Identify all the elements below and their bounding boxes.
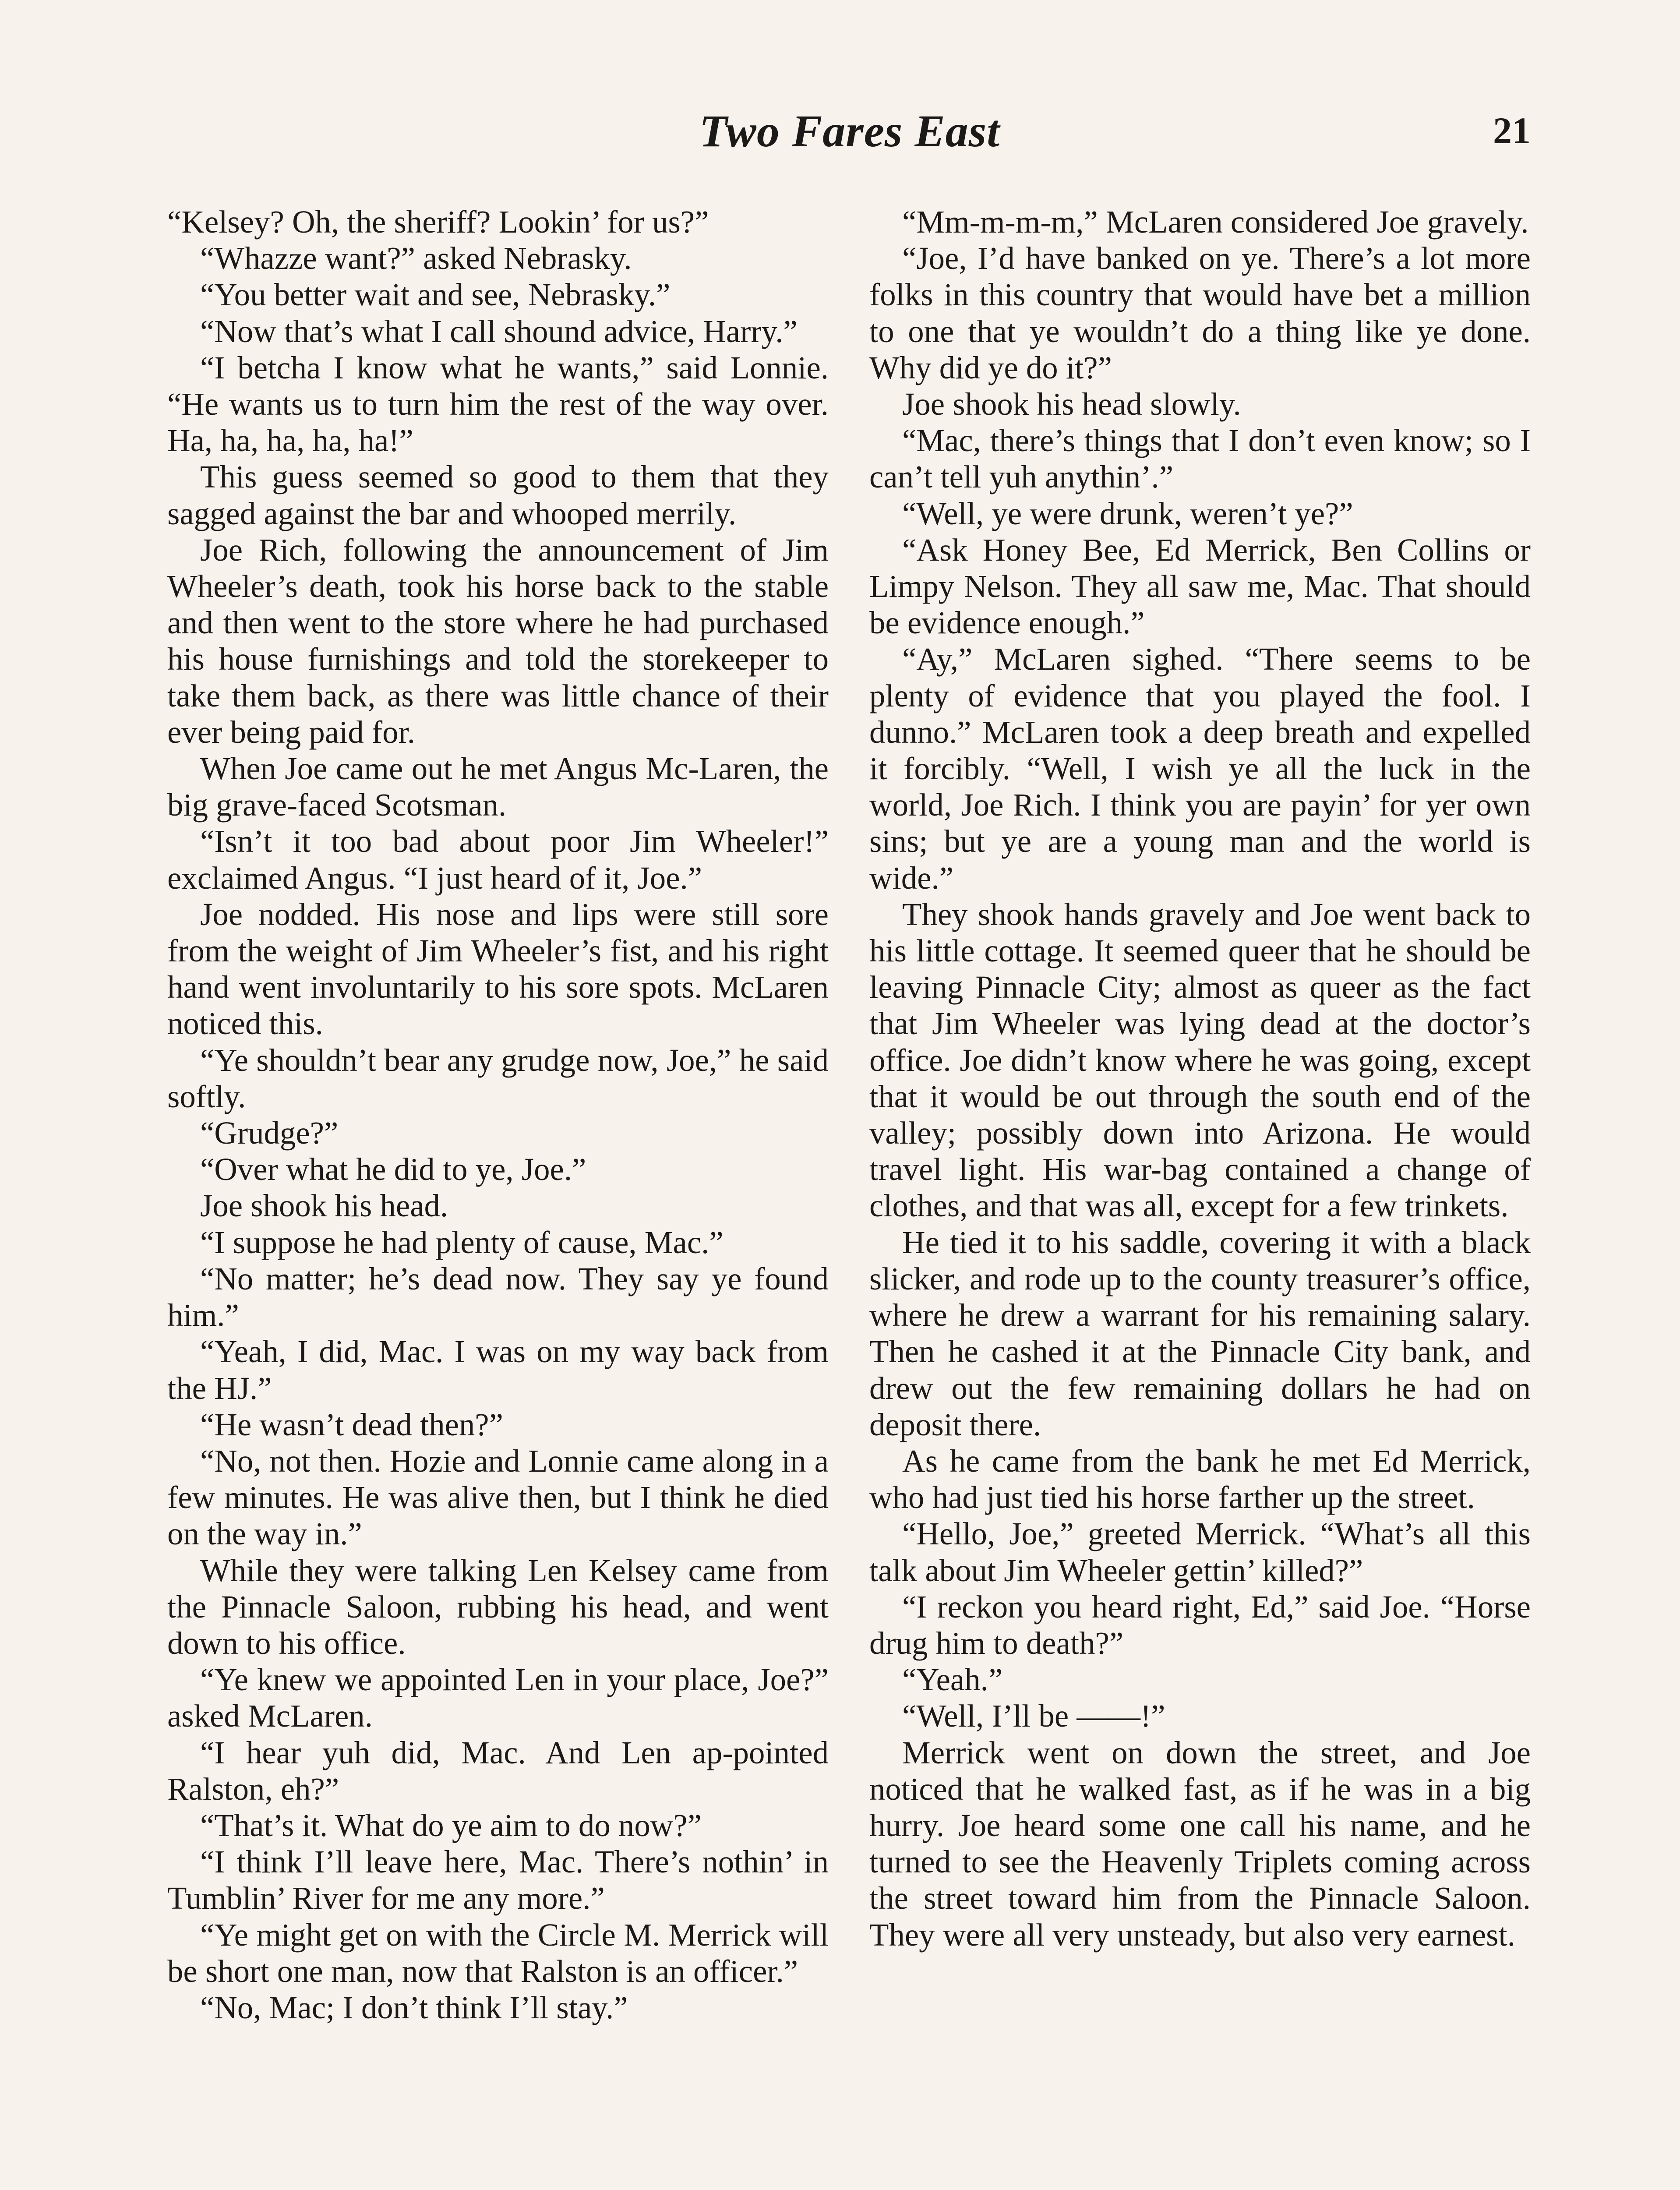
page-number: 21 — [1493, 110, 1531, 152]
paragraph: “Hello, Joe,” greeted Merrick. “What’s all this talk about Jim Wheeler gettin’ killed?” — [869, 1516, 1531, 1588]
paragraph: “Mm-m-m-m,” McLaren considered Joe gravely. — [902, 204, 1529, 240]
paragraph: They shook hands gravely and Joe went back to his little cottage. It seemed queer that he should be leaving Pinnacle City; almost as queer as the fact that Jim Wheeler was lying dead at the doctor’s office. Joe didn’t know where he was going, except that it would be out through the south end of the valley; possibly down into Arizona. He would travel light. His war-bag contained a change of clothes, and that was all, except for a few trinkets. — [869, 896, 1531, 1224]
paragraph: This guess seemed so good to them that they sagged against the bar and whooped merrily. — [167, 459, 829, 531]
paragraph: “Now that’s what I call shound advice, Harry.” — [200, 313, 798, 349]
paragraph: “Well, ye were drunk, weren’t ye?” — [902, 495, 1353, 531]
paragraph: “I reckon you heard right, Ed,” said Joe. “Horse drug him to death?” — [869, 1589, 1531, 1661]
page-header — [169, 105, 1531, 166]
paragraph: As he came from the bank he met Ed Merrick, who had just tied his horse farther up the street. — [869, 1443, 1531, 1515]
paragraph: “I suppose he had plenty of cause, Mac.” — [200, 1224, 724, 1260]
paragraph: “Yeah.” — [902, 1662, 1003, 1698]
paragraph: “You better wait and see, Nebrasky.” — [200, 277, 671, 313]
paragraph: “No matter; he’s dead now. They say ye found him.” — [167, 1261, 829, 1333]
paragraph: “Grudge?” — [200, 1115, 339, 1151]
paragraph: “I think I’ll leave here, Mac. There’s nothin’ in Tumblin’ River for me any more.” — [167, 1844, 829, 1916]
paragraph: Merrick went on down the street, and Joe noticed that he walked fast, as if he was in a big hurry. Joe heard some one call his name, and he turned to see the Heavenly Triplets coming across the street toward him from the Pinnacle Saloon. They were all very unsteady, but also very earnest. — [869, 1734, 1531, 1953]
paragraph: “That’s it. What do ye aim to do now?” — [200, 1807, 702, 1843]
paragraph: “Ask Honey Bee, Ed Merrick, Ben Collins or Limpy Nelson. They all saw me, Mac. That should be evidence enough.” — [869, 532, 1531, 641]
paragraph: He tied it to his saddle, covering it with a black slicker, and rode up to the county treasurer’s office, where he drew a warrant for his remaining salary. Then he cashed it at the Pinnacle City bank, and drew out the few remaining dollars he had on deposit there. — [869, 1224, 1531, 1442]
paragraph: Joe shook his head slowly. — [902, 386, 1241, 422]
paragraph: “Whazze want?” asked Nebrasky. — [200, 240, 632, 276]
paragraph: While they were talking Len Kelsey came from the Pinnacle Saloon, rubbing his head, and went down to his office. — [167, 1552, 829, 1661]
paragraph: “I hear yuh did, Mac. And Len ap-pointed Ralston, eh?” — [167, 1734, 829, 1807]
paragraph: “Ye shouldn’t bear any grudge now, Joe,” he said softly. — [167, 1042, 829, 1114]
left-text-column — [167, 204, 829, 2026]
paragraph: “Ye might get on with the Circle M. Merrick will be short one man, now that Ralston is an officer.” — [167, 1917, 829, 1989]
paragraph: “Ye knew we appointed Len in your place, Joe?” asked McLaren. — [167, 1662, 829, 1734]
running-title: Two Fares East — [699, 106, 1000, 156]
paragraph: “He wasn’t dead then?” — [200, 1406, 503, 1442]
paragraph: When Joe came out he met Angus Mc-Laren, the big grave-faced Scotsman. — [167, 751, 829, 823]
paragraph: “Isn’t it too bad about poor Jim Wheeler!” exclaimed Angus. “I just heard of it, Joe.” — [167, 823, 829, 896]
paragraph: Joe shook his head. — [200, 1188, 448, 1224]
right-text-column — [869, 204, 1531, 1953]
paragraph: “Joe, I’d have banked on ye. There’s a lot more folks in this country that would have bet a million to one that ye wouldn’t do a thing like ye done. Why did ye do it?” — [869, 240, 1531, 385]
paragraph: “Kelsey? Oh, the sheriff? Lookin’ for us?” — [167, 204, 709, 240]
paragraph: “Yeah, I did, Mac. I was on my way back from the HJ.” — [167, 1334, 829, 1406]
paragraph: Joe Rich, following the announcement of Jim Wheeler’s death, took his horse back to the stable and then went to the store where he had purchased his house furnishings and told the storekeeper to take them back, as there was little chance of their ever being paid for. — [167, 532, 829, 750]
paragraph: “Over what he did to ye, Joe.” — [200, 1152, 586, 1187]
paragraph: Joe nodded. His nose and lips were still sore from the weight of Jim Wheeler’s fist, and his right hand went involuntarily to his sore spots. McLaren noticed this. — [167, 896, 829, 1042]
paragraph: “I betcha I know what he wants,” said Lonnie. “He wants us to turn him the rest of the way over. Ha, ha, ha, ha, ha!” — [167, 350, 829, 459]
paragraph: “Mac, there’s things that I don’t even know; so I can’t tell yuh anythin’.” — [869, 423, 1531, 495]
paragraph: “No, not then. Hozie and Lonnie came along in a few minutes. He was alive then, but I think he died on the way in.” — [167, 1443, 829, 1552]
paragraph: “Ay,” McLaren sighed. “There seems to be plenty of evidence that you played the fool. I dunno.” McLaren took a deep breath and expelled it forcibly. “Well, I wish ye all the luck in the world, Joe Rich. I think you are payin’ for yer own sins; but ye are a young man and the world is wide.” — [869, 641, 1531, 896]
paragraph: “Well, I’ll be ——!” — [902, 1698, 1165, 1734]
paragraph: “No, Mac; I don’t think I’ll stay.” — [200, 1989, 628, 2025]
